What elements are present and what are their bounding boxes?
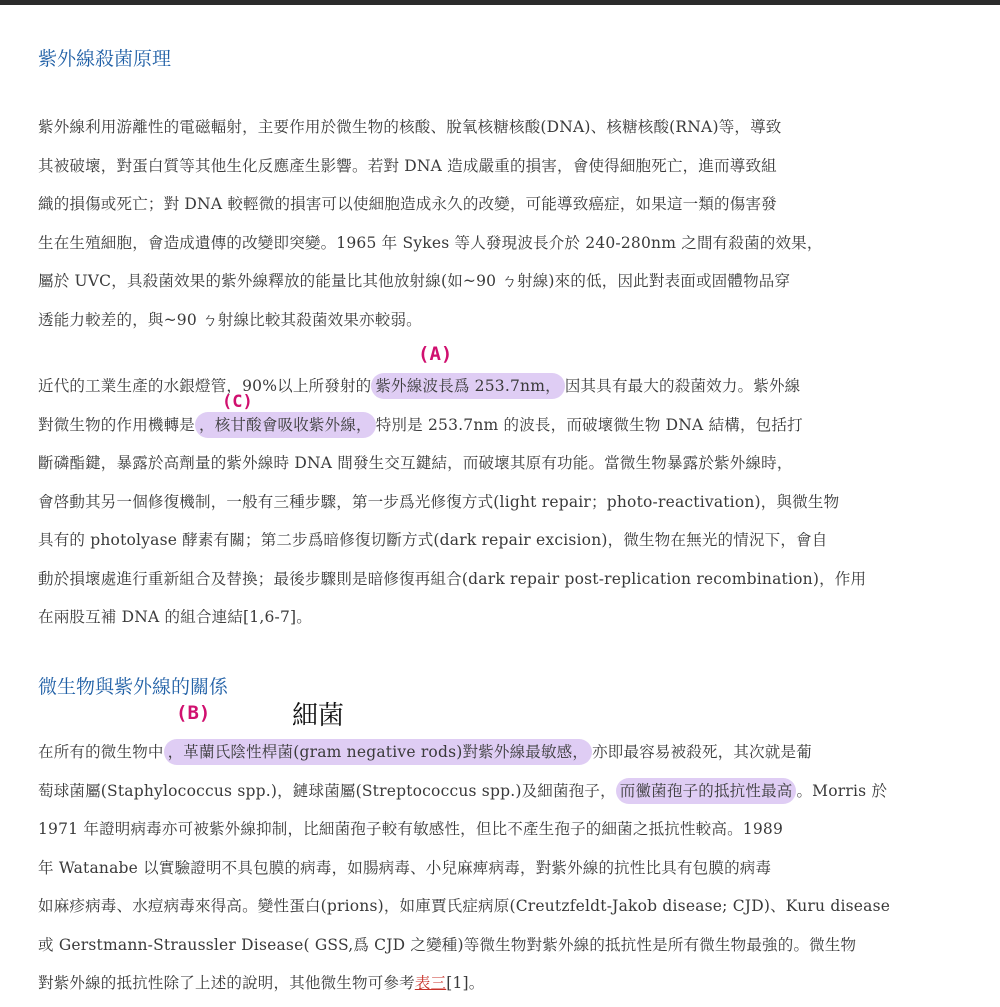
- text-span: 特別是 253.7nm 的波長，而破壞微生物 DNA 結構，包括打: [375, 415, 803, 434]
- text-line: 年 Watanabe 以實驗證明不具包膜的病毒，如腸病毒、小兒麻痺病毒，對紫外線的抗性比具有包膜的病毒: [38, 858, 772, 877]
- highlight-c: ，核甘酸會吸收紫外線，: [195, 412, 376, 438]
- text-span: 。Morris 於: [796, 781, 888, 800]
- text-line: 織的損傷或死亡；對 DNA 較輕微的損害可以使細胞造成永久的改變，可能導致癌症，如果這一類的傷害發: [38, 195, 777, 213]
- text-span: 亦即最容易被殺死，其次就是葡: [592, 743, 812, 761]
- annotation-a: (A): [418, 343, 453, 365]
- highlight-b: ，革蘭氏陰性桿菌(gram negative rods)對紫外線最敏感，: [164, 739, 592, 765]
- text-line: 生在生殖細胞，會造成遺傳的改變即突變。1965 年 Sykes 等人發現波長介於 240-280nm 之間有殺菌的效果，: [38, 233, 823, 252]
- text-line: [38, 772, 930, 811]
- text-span: 在所有的微生物中: [38, 743, 164, 761]
- text-line: 1971 年證明病毒亦可被紫外線抑制，比細菌孢子較有敏感性，但比不產生孢子的細菌之抵抗性較高。1989: [38, 820, 784, 838]
- annotation-b: (B): [176, 702, 211, 724]
- text-line: 斷磷酯鍵，暴露於高劑量的紫外線時 DNA 間發生交互鍵結，而破壞其原有功能。當微生物暴露於紫外線時，: [38, 454, 793, 472]
- text-line: 或 Gerstmann-Straussler Disease( GSS,爲 CJD 之變種)等微生物對紫外線的抵抗性是所有微生物最強的。微生物: [38, 935, 857, 954]
- text-line: 在兩股互補 DNA 的組合連結[1,6-7]。: [38, 608, 312, 626]
- text-line: 會啓動其另一個修復機制，一般有三種步驟，第一步爲光修復方式(light repair；photo-reactivation)，與微生物: [38, 492, 840, 511]
- table-three-link[interactable]: 表三: [414, 974, 447, 992]
- text-line: 具有的 photolyase 酵素有關；第二步爲暗修復切斷方式(dark repair excision)，微生物在無光的情況下，會自: [38, 531, 828, 549]
- text-line: 動於損壞處進行重新組合及替換；最後步驟則是暗修復再組合(dark repair post-replication recombination)，作用: [38, 569, 867, 588]
- section-heading-uv-principle: 紫外線殺菌原理: [38, 48, 172, 70]
- text-span: 近代的工業生產的水銀燈管，90%以上所發射的: [38, 377, 372, 395]
- text-line: 屬於 UVC，具殺菌效果的紫外線釋放的能量比其他放射線(如~90 ㄅ射線)來的低，因此對表面或固體物品穿: [38, 272, 791, 290]
- text-line: 如麻疹病毒、水痘病毒來得高。變性蛋白(prions)，如庫賈氏症病原(Creutzfeldt-Jakob disease; CJD)、Kuru disease: [38, 897, 891, 915]
- text-span: 萄球菌屬(Staphylococcus spp.)，鏈球菌屬(Streptococcus spp.)及細菌孢子，: [38, 781, 616, 800]
- paragraph-uv-principle: [38, 108, 930, 339]
- text-line: 紫外線利用游離性的電磁輻射，主要作用於微生物的核酸、脫氧核糖核酸(DNA)、核糖核酸(RNA)等，導致: [38, 118, 782, 136]
- section-heading-microbes-uv: 微生物與紫外線的關係: [38, 676, 229, 698]
- text-line: [38, 406, 930, 445]
- text-span: [1]。: [446, 974, 485, 992]
- text-span: 對紫外線的抵抗性除了上述的說明，其他微生物可參考: [38, 974, 415, 992]
- text-line: 其被破壞，對蛋白質等其他生化反應產生影響。若對 DNA 造成嚴重的損害，會使得細胞死亡，進而導致組: [38, 156, 777, 175]
- text-line: [38, 367, 930, 406]
- highlight-a: 紫外線波長爲 253.7nm，: [371, 373, 564, 399]
- text-span: 因其具有最大的殺菌效力。紫外線: [564, 377, 801, 395]
- paragraph-microbes-uv: [38, 733, 930, 1003]
- annotation-c: (C): [222, 392, 253, 412]
- handwritten-note-bacteria: 細菌: [292, 701, 345, 731]
- text-span: 對微生物的作用機轉是: [38, 415, 196, 434]
- paragraph-mercury-lamp: [38, 367, 930, 637]
- text-line: [38, 964, 930, 1003]
- text-line: [38, 733, 930, 772]
- highlight-fungal-spores: 而黴菌孢子的抵抗性最高: [616, 778, 797, 804]
- text-line: 透能力較差的，與~90 ㄅ射線比較其殺菌效果亦較弱。: [38, 310, 422, 329]
- top-border: [0, 0, 1000, 5]
